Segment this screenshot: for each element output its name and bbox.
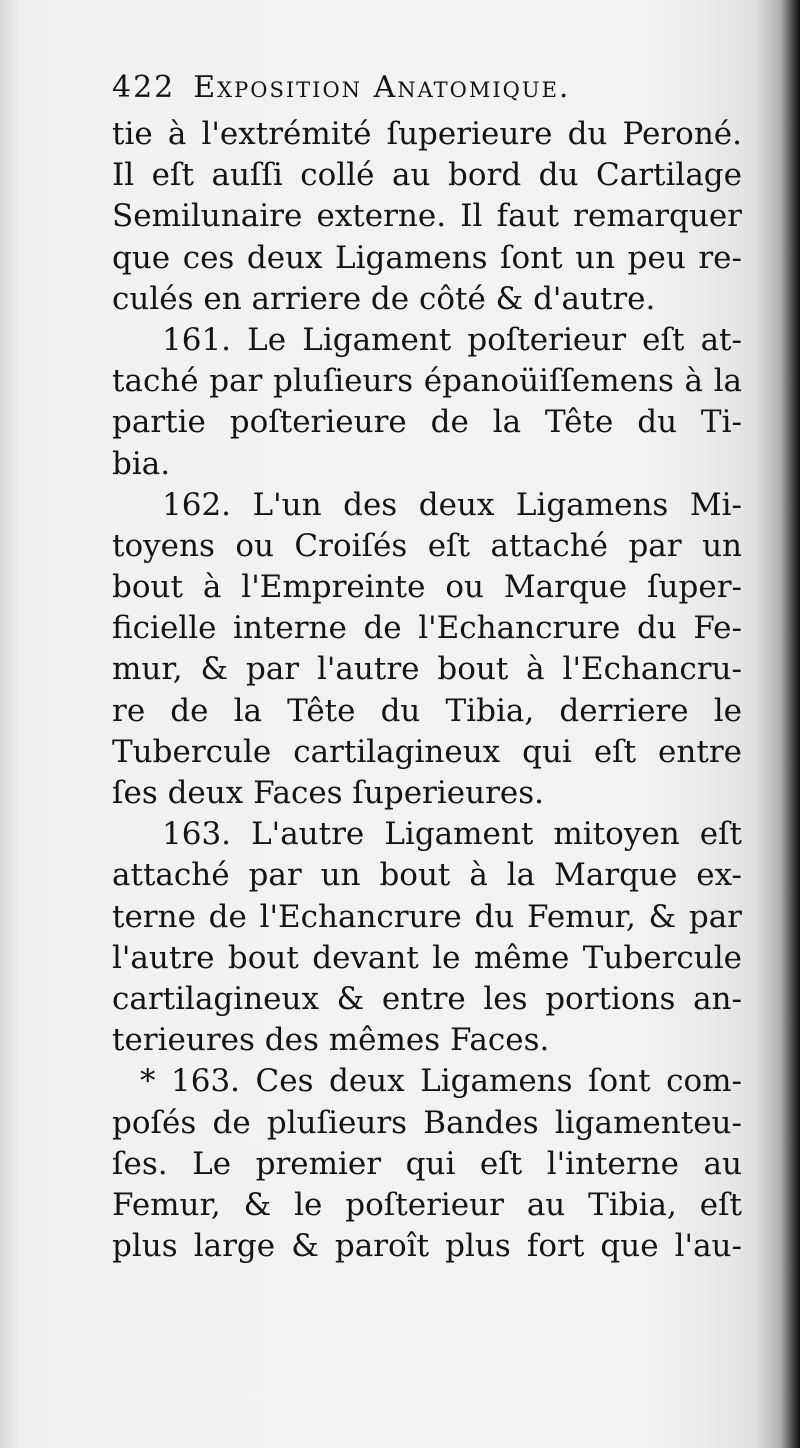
text-line: Semilunaire externe. Il faut remarquer (112, 198, 742, 235)
text-line: ſes deux Faces ſuperieures. (112, 775, 545, 811)
text-line: terieures des mêmes Faces. (112, 1022, 550, 1059)
text-line: taché par pluſieurs épanoüiſſemens à la (112, 363, 742, 400)
paragraph-163-start: 163. L'autre Ligament mitoyen eſt (162, 816, 742, 853)
text-line: bia. (112, 445, 171, 482)
paragraph-162-start: 162. L'un des deux Ligamens Mi- (162, 486, 742, 523)
text-line: terne de l'Echancrure du Femur, & par (112, 898, 742, 935)
page-edge-shadow (756, 0, 800, 1448)
page-header (112, 70, 742, 114)
text-line: tie à l'extrémité ſuperieure du Peroné. (112, 116, 742, 152)
text-line: culés en arriere de côté & d'autre. (112, 280, 656, 317)
text-line: mur, & par l'autre bout à l'Echancru- (112, 651, 742, 688)
text-line: Il eſt auſſi collé au bord du Cartilage (112, 157, 742, 194)
text-line: bout à l'Empreinte ou Marque ſuper- (112, 569, 742, 606)
text-line: attaché par un bout à la Marque ex- (112, 857, 742, 894)
text-line: poſés de pluſieurs Bandes ligamenteu- (112, 1104, 742, 1141)
text-line: Femur, & le poſterieur au Tibia, eſt (112, 1186, 742, 1223)
text-line: l'autre bout devant le même Tubercule (112, 939, 742, 976)
text-line: plus large & paroît plus fort que l'au- (112, 1228, 742, 1265)
text-line: que ces deux Ligamens ſont un peu re- (112, 239, 742, 276)
text-line: ſes. Le premier qui eſt l'interne au (112, 1145, 742, 1182)
text-line: partie poſterieure de la Tête du Ti- (112, 404, 742, 441)
text-line: ficielle interne de l'Echancrure du Fe- (112, 610, 742, 647)
text-line: cartilagineux & entre les portions an- (112, 980, 742, 1017)
paragraph-161-start: 161. Le Ligament poſterieur eſt at- (162, 321, 742, 358)
text-line: Tubercule cartilagineux qui eſt entre (112, 733, 742, 770)
page-text (112, 70, 742, 1267)
text-line: toyens ou Croiſés eſt attaché par un (112, 527, 742, 564)
text-line: re de la Tête du Tibia, derriere le (112, 692, 742, 729)
page-number: 422 (112, 70, 176, 105)
paragraph-163-star-start: * 163. Ces deux Ligamens ſont com- (140, 1063, 742, 1100)
running-head: Exposition Anatomique. (193, 70, 571, 105)
page-gutter (0, 0, 18, 1448)
